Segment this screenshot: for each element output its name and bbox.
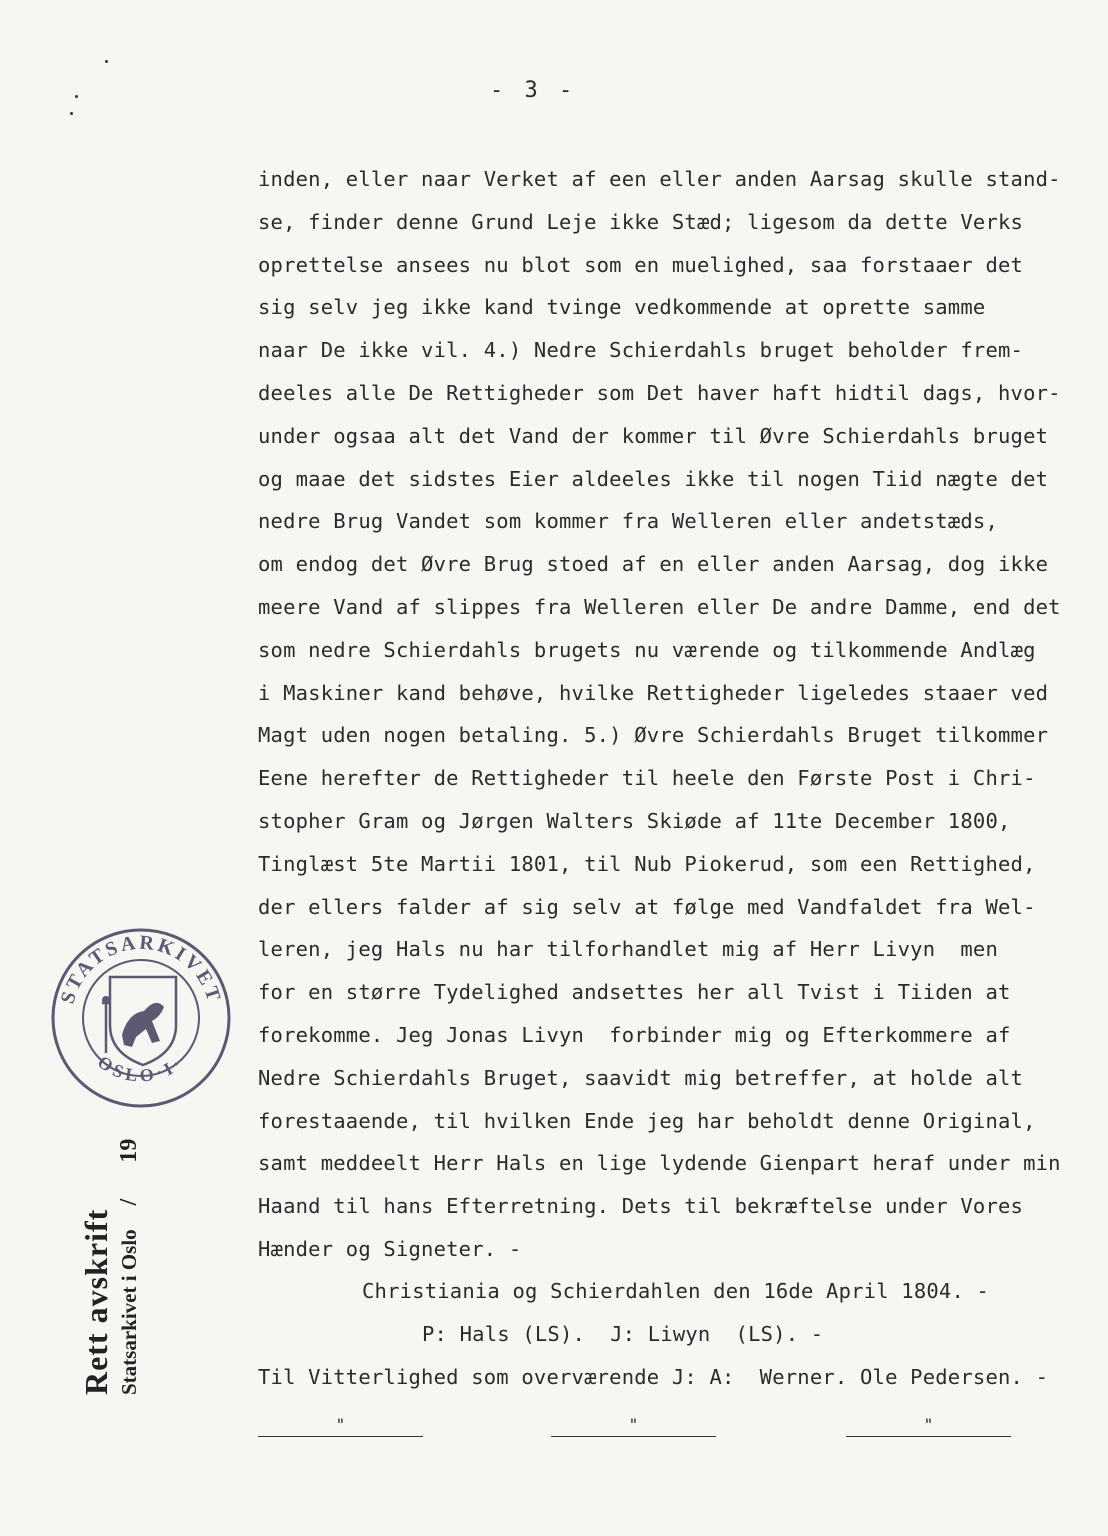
body-line: Eene herefter de Rettigheder til heele den Første Post i Chri-: [258, 766, 1036, 791]
signature-line: ": [846, 1418, 1011, 1437]
body-line: meere Vand af slippes fra Welleren eller De andre Damme, end det: [258, 594, 1061, 619]
certification-margin-note: [78, 1139, 143, 1395]
body-line: naar De ikke vil. 4.) Nedre Schierdahls bruget beholder frem-: [258, 338, 1024, 363]
body-line: se, finder denne Grund Leje ikke Stæd; ligesom da dette Verks: [258, 209, 1024, 234]
body-line: i Maskiner kand behøve, hvilke Rettigheder ligeledes staaer ved: [258, 680, 1049, 705]
archive-seal-stamp: [48, 925, 234, 1111]
body-line: inden, eller naar Verket af een eller anden Aarsag skulle stand-: [258, 167, 1061, 191]
document-body: [258, 158, 1088, 1271]
certification-title: Rett avskrift: [78, 1208, 114, 1395]
body-line: forekomme. Jeg Jonas Livyn forbinder mig og Efterkommere af: [258, 1022, 1011, 1047]
body-line: oprettelse ansees nu blot som en muelighed, saa forstaaer det: [258, 252, 1024, 277]
body-line: Hænder og Signeter. -: [258, 1236, 522, 1261]
svg-text:OSLO·I·: [94, 1052, 188, 1086]
place-date-line: Christiania og Schierdahlen den 16de April 1804. -: [362, 1279, 990, 1303]
closing-section: [258, 1270, 1088, 1399]
body-line: der ellers falder af sig selv at følge med Vandfaldet fra Wel-: [258, 894, 1036, 919]
certification-separator: /: [116, 1198, 142, 1206]
page-number: - 3 -: [490, 78, 577, 103]
signature-line: ": [258, 1418, 423, 1437]
body-line: under ogsaa alt det Vand der kommer til Øvre Schierdahls bruget: [258, 423, 1049, 448]
body-line: Haand til hans Efterretning. Dets til bekræftelse under Vores: [258, 1194, 1024, 1219]
signatures-line: P: Hals (LS). J: Liwyn (LS). -: [422, 1322, 824, 1346]
ink-speck: [75, 95, 78, 98]
body-line: samt meddeelt Herr Hals en lige lydende Gienpart heraf under min: [258, 1151, 1061, 1176]
certification-year: 19: [116, 1138, 142, 1163]
body-line: Magt uden nogen betaling. 5.) Øvre Schierdahls Bruget tilkommer: [258, 723, 1049, 748]
body-line: om endog det Øvre Brug stoed af en eller anden Aarsag, dog ikke: [258, 552, 1049, 577]
body-line: deeles alle De Rettigheder som Det haver haft hidtil dags, hvor-: [258, 380, 1061, 405]
ink-speck: [105, 60, 108, 63]
lion-icon: [122, 1003, 164, 1047]
body-line: sig selv jeg ikke kand tvinge vedkommende at oprette samme: [258, 295, 986, 320]
ink-speck: [70, 112, 73, 115]
body-line: leren, jeg Hals nu har tilforhandlet mig af Herr Livyn men: [258, 937, 998, 962]
body-line: Tinglæst 5te Martii 1801, til Nub Piokerud, som een Rettighed,: [258, 851, 1036, 876]
witnesses-line: Til Vitterlighed som overværende J: A: Werner. Ole Pedersen. -: [258, 1365, 1049, 1389]
stamp-bottom-text: OSLO·I·: [94, 1051, 188, 1086]
svg-text:STATSARKIVET: [57, 932, 226, 1007]
body-line: for en større Tydelighed andsettes her all Tvist i Tiiden at: [258, 980, 1011, 1005]
certification-subtitle: Statsarkivet i Oslo: [117, 1229, 141, 1395]
stamp-top-text: STATSARKIVET: [56, 931, 226, 1007]
body-line: nedre Brug Vandet som kommer fra Welleren eller andetstæds,: [258, 509, 998, 534]
signature-line: ": [551, 1418, 716, 1437]
body-line: og maae det sidstes Eier aldeeles ikke til nogen Tiid nægte det: [258, 466, 1049, 491]
body-line: stopher Gram og Jørgen Walters Skiøde af 11te December 1800,: [258, 808, 1011, 833]
body-line: forestaaende, til hvilken Ende jeg har beholdt denne Original,: [258, 1108, 1036, 1133]
body-line: som nedre Schierdahls brugets nu værende og tilkommende Andlæg: [258, 637, 1036, 662]
body-line: Nedre Schierdahls Bruget, saavidt mig betreffer, at holde alt: [258, 1065, 1024, 1090]
